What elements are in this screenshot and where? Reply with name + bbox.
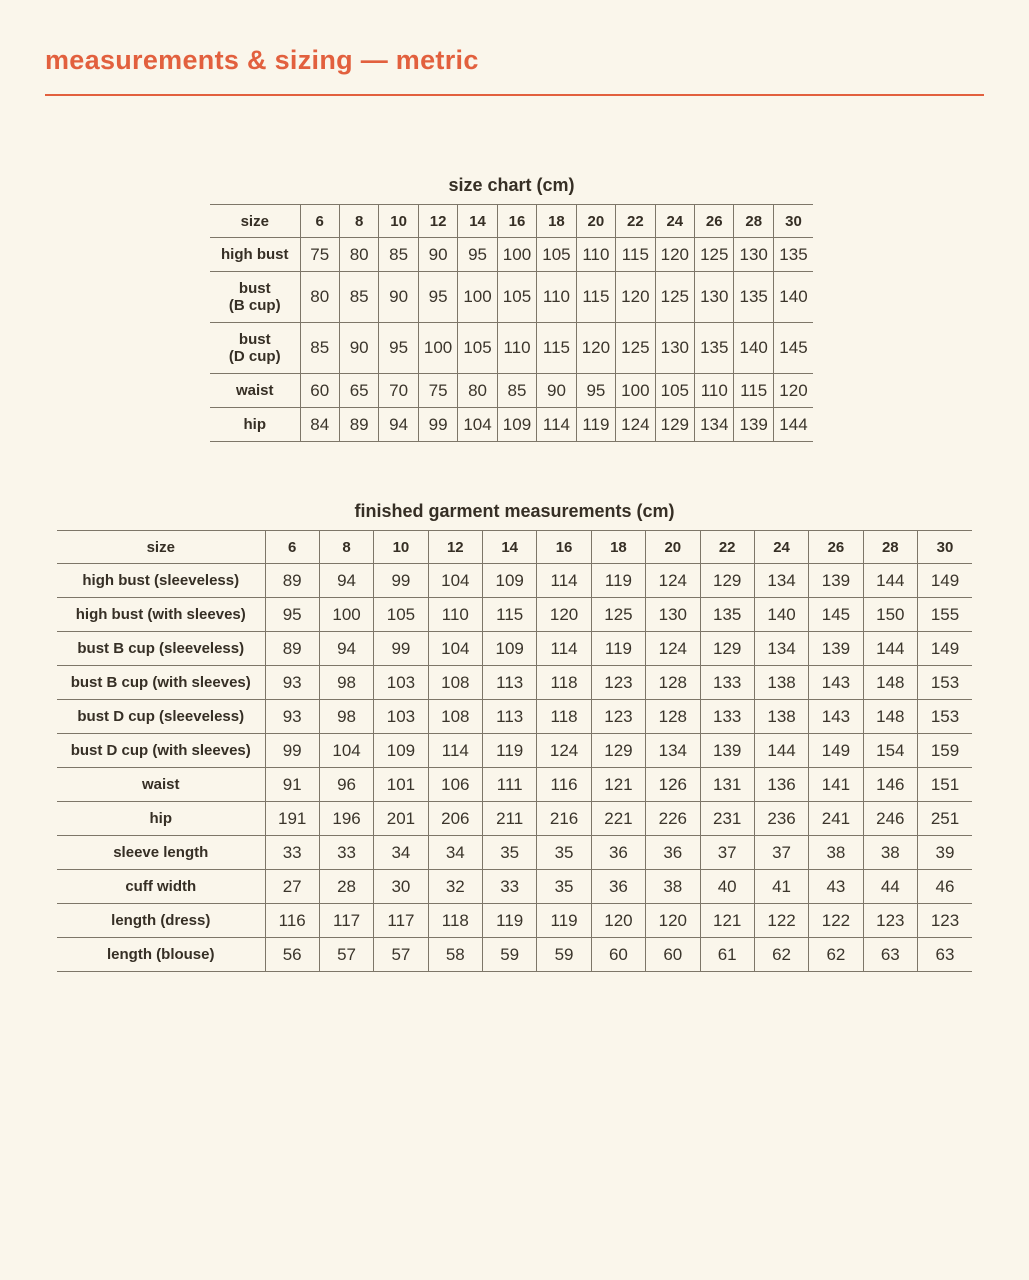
- measurement-cell: 119: [576, 408, 615, 442]
- size-column-header: 20: [646, 531, 700, 564]
- measurement-cell: 124: [646, 564, 700, 598]
- size-column-header: 16: [497, 205, 536, 238]
- measurement-cell: 28: [319, 870, 373, 904]
- measurement-cell: 140: [773, 272, 813, 323]
- measurement-cell: 125: [695, 238, 734, 272]
- measurement-cell: 39: [918, 836, 973, 870]
- row-label: bust B cup (sleeveless): [57, 632, 265, 666]
- measurement-cell: 75: [418, 374, 457, 408]
- measurement-cell: 89: [265, 632, 319, 666]
- measurement-cell: 104: [319, 734, 373, 768]
- measurement-cell: 33: [319, 836, 373, 870]
- size-column-header: 22: [700, 531, 754, 564]
- measurement-cell: 32: [428, 870, 482, 904]
- measurement-cell: 120: [773, 374, 813, 408]
- finished-garment-table: [57, 530, 972, 972]
- measurement-cell: 110: [537, 272, 576, 323]
- measurement-cell: 119: [591, 564, 645, 598]
- measurement-cell: 115: [576, 272, 615, 323]
- measurement-cell: 70: [379, 374, 418, 408]
- size-column-header: 24: [754, 531, 808, 564]
- measurement-cell: 34: [428, 836, 482, 870]
- measurement-cell: 121: [591, 768, 645, 802]
- measurement-cell: 85: [497, 374, 536, 408]
- measurement-cell: 196: [319, 802, 373, 836]
- measurement-cell: 216: [537, 802, 591, 836]
- measurement-cell: 155: [918, 598, 973, 632]
- measurement-cell: 104: [458, 408, 497, 442]
- measurement-cell: 139: [809, 632, 863, 666]
- measurement-cell: 226: [646, 802, 700, 836]
- row-label: high bust (with sleeves): [57, 598, 265, 632]
- measurement-cell: 109: [497, 408, 536, 442]
- measurement-cell: 138: [754, 666, 808, 700]
- measurement-cell: 38: [809, 836, 863, 870]
- size-chart-title: size chart (cm): [448, 175, 575, 195]
- measurement-cell: 35: [483, 836, 537, 870]
- measurement-cell: 95: [576, 374, 615, 408]
- measurement-cell: 101: [374, 768, 428, 802]
- measurement-cell: 113: [483, 700, 537, 734]
- measurement-cell: 57: [374, 938, 428, 972]
- measurement-cell: 30: [374, 870, 428, 904]
- measurement-cell: 231: [700, 802, 754, 836]
- measurement-row: [57, 768, 972, 802]
- size-column-header: 14: [483, 531, 537, 564]
- measurement-row: [57, 598, 972, 632]
- measurement-cell: 154: [863, 734, 917, 768]
- size-column-header: 30: [918, 531, 973, 564]
- measurement-cell: 95: [265, 598, 319, 632]
- measurement-cell: 27: [265, 870, 319, 904]
- measurement-cell: 133: [700, 700, 754, 734]
- size-column-header: 28: [734, 205, 773, 238]
- size-column-header: 12: [418, 205, 457, 238]
- measurement-cell: 125: [591, 598, 645, 632]
- measurement-cell: 119: [483, 734, 537, 768]
- measurement-cell: 120: [591, 904, 645, 938]
- measurement-cell: 139: [809, 564, 863, 598]
- measurement-cell: 115: [483, 598, 537, 632]
- measurement-cell: 60: [300, 374, 339, 408]
- measurement-cell: 65: [339, 374, 378, 408]
- measurement-cell: 131: [700, 768, 754, 802]
- measurement-cell: 96: [319, 768, 373, 802]
- size-corner-label: size: [210, 205, 300, 238]
- measurement-cell: 139: [700, 734, 754, 768]
- measurement-cell: 99: [374, 564, 428, 598]
- measurement-cell: 89: [339, 408, 378, 442]
- measurement-cell: 191: [265, 802, 319, 836]
- measurement-cell: 100: [616, 374, 655, 408]
- measurement-cell: 106: [428, 768, 482, 802]
- measurement-cell: 36: [646, 836, 700, 870]
- measurement-cell: 40: [700, 870, 754, 904]
- measurement-cell: 135: [700, 598, 754, 632]
- measurement-cell: 100: [458, 272, 497, 323]
- measurement-cell: 36: [591, 870, 645, 904]
- measurement-cell: 105: [458, 323, 497, 374]
- measurement-cell: 115: [616, 238, 655, 272]
- measurement-row: [210, 238, 813, 272]
- measurement-cell: 145: [773, 323, 813, 374]
- measurement-cell: 153: [918, 700, 973, 734]
- measurement-cell: 125: [655, 272, 694, 323]
- measurement-cell: 37: [754, 836, 808, 870]
- header-row: [210, 205, 813, 238]
- row-label: sleeve length: [57, 836, 265, 870]
- measurement-cell: 135: [734, 272, 773, 323]
- measurement-cell: 110: [497, 323, 536, 374]
- measurement-cell: 93: [265, 700, 319, 734]
- measurement-cell: 109: [483, 632, 537, 666]
- measurement-row: [57, 904, 972, 938]
- measurement-cell: 57: [319, 938, 373, 972]
- measurement-row: [57, 938, 972, 972]
- measurement-cell: 128: [646, 666, 700, 700]
- measurement-cell: 59: [537, 938, 591, 972]
- measurement-cell: 35: [537, 836, 591, 870]
- measurement-cell: 151: [918, 768, 973, 802]
- size-column-header: 10: [379, 205, 418, 238]
- measurement-cell: 113: [483, 666, 537, 700]
- measurement-cell: 139: [734, 408, 773, 442]
- measurement-cell: 134: [754, 632, 808, 666]
- measurement-cell: 103: [374, 666, 428, 700]
- measurement-cell: 56: [265, 938, 319, 972]
- size-column-header: 28: [863, 531, 917, 564]
- row-label: bust D cup (sleeveless): [57, 700, 265, 734]
- measurement-cell: 75: [300, 238, 339, 272]
- measurement-cell: 84: [300, 408, 339, 442]
- measurement-cell: 108: [428, 700, 482, 734]
- measurement-cell: 116: [537, 768, 591, 802]
- size-column-header: 6: [300, 205, 339, 238]
- measurement-cell: 241: [809, 802, 863, 836]
- measurement-cell: 99: [265, 734, 319, 768]
- measurement-cell: 251: [918, 802, 973, 836]
- measurement-cell: 134: [754, 564, 808, 598]
- measurement-cell: 148: [863, 666, 917, 700]
- measurement-cell: 144: [773, 408, 813, 442]
- measurement-cell: 60: [646, 938, 700, 972]
- measurement-cell: 100: [418, 323, 457, 374]
- measurement-cell: 140: [754, 598, 808, 632]
- title-divider: [45, 94, 984, 96]
- measurement-cell: 94: [379, 408, 418, 442]
- measurement-row: [57, 666, 972, 700]
- row-label: hip: [210, 408, 300, 442]
- measurement-cell: 123: [863, 904, 917, 938]
- measurement-cell: 144: [754, 734, 808, 768]
- measurement-cell: 118: [428, 904, 482, 938]
- measurement-cell: 80: [339, 238, 378, 272]
- measurement-cell: 120: [655, 238, 694, 272]
- measurement-cell: 85: [339, 272, 378, 323]
- measurement-cell: 115: [734, 374, 773, 408]
- size-column-header: 18: [537, 205, 576, 238]
- measurement-cell: 95: [379, 323, 418, 374]
- measurement-cell: 114: [537, 408, 576, 442]
- measurement-cell: 246: [863, 802, 917, 836]
- measurement-cell: 211: [483, 802, 537, 836]
- size-column-header: 26: [695, 205, 734, 238]
- measurement-cell: 91: [265, 768, 319, 802]
- measurement-cell: 95: [418, 272, 457, 323]
- measurement-cell: 118: [537, 666, 591, 700]
- measurement-cell: 58: [428, 938, 482, 972]
- measurement-cell: 201: [374, 802, 428, 836]
- measurement-cell: 148: [863, 700, 917, 734]
- measurement-cell: 141: [809, 768, 863, 802]
- measurement-cell: 149: [918, 564, 973, 598]
- measurement-row: [57, 632, 972, 666]
- size-column-header: 22: [616, 205, 655, 238]
- measurement-cell: 143: [809, 666, 863, 700]
- measurement-cell: 120: [616, 272, 655, 323]
- measurement-cell: 33: [265, 836, 319, 870]
- measurement-cell: 128: [646, 700, 700, 734]
- row-label: waist: [57, 768, 265, 802]
- measurement-row: [57, 836, 972, 870]
- row-label: cuff width: [57, 870, 265, 904]
- measurement-cell: 119: [537, 904, 591, 938]
- size-column-header: 12: [428, 531, 482, 564]
- measurement-cell: 61: [700, 938, 754, 972]
- measurement-cell: 117: [374, 904, 428, 938]
- measurement-cell: 122: [754, 904, 808, 938]
- measurement-cell: 135: [695, 323, 734, 374]
- row-label: bust (B cup): [210, 272, 300, 323]
- measurement-cell: 63: [918, 938, 973, 972]
- measurement-cell: 119: [483, 904, 537, 938]
- measurement-cell: 43: [809, 870, 863, 904]
- measurement-cell: 36: [591, 836, 645, 870]
- size-column-header: 14: [458, 205, 497, 238]
- measurement-cell: 130: [734, 238, 773, 272]
- measurement-row: [57, 700, 972, 734]
- measurement-cell: 37: [700, 836, 754, 870]
- measurement-cell: 126: [646, 768, 700, 802]
- size-column-header: 20: [576, 205, 615, 238]
- row-label: length (dress): [57, 904, 265, 938]
- measurement-cell: 149: [918, 632, 973, 666]
- measurement-cell: 110: [428, 598, 482, 632]
- measurement-cell: 103: [374, 700, 428, 734]
- measurement-cell: 110: [576, 238, 615, 272]
- measurement-cell: 34: [374, 836, 428, 870]
- row-label: bust D cup (with sleeves): [57, 734, 265, 768]
- finished-garment-section: [57, 502, 972, 972]
- measurement-row: [210, 374, 813, 408]
- measurement-cell: 90: [339, 323, 378, 374]
- measurement-cell: 105: [497, 272, 536, 323]
- measurement-cell: 124: [616, 408, 655, 442]
- measurement-row: [57, 870, 972, 904]
- measurement-cell: 89: [265, 564, 319, 598]
- measurement-cell: 90: [379, 272, 418, 323]
- measurement-cell: 143: [809, 700, 863, 734]
- measurement-cell: 110: [695, 374, 734, 408]
- measurement-cell: 146: [863, 768, 917, 802]
- measurement-row: [57, 802, 972, 836]
- measurement-cell: 109: [483, 564, 537, 598]
- measurement-cell: 62: [754, 938, 808, 972]
- size-column-header: 30: [773, 205, 813, 238]
- measurement-cell: 129: [655, 408, 694, 442]
- measurement-cell: 134: [646, 734, 700, 768]
- measurement-cell: 115: [537, 323, 576, 374]
- measurement-cell: 145: [809, 598, 863, 632]
- row-label: hip: [57, 802, 265, 836]
- measurement-cell: 144: [863, 564, 917, 598]
- measurement-cell: 105: [655, 374, 694, 408]
- measurement-row: [57, 734, 972, 768]
- measurement-cell: 99: [374, 632, 428, 666]
- finished-garment-title: finished garment measurements (cm): [354, 501, 675, 521]
- measurement-cell: 41: [754, 870, 808, 904]
- measurement-cell: 94: [319, 564, 373, 598]
- measurement-cell: 123: [591, 700, 645, 734]
- measurement-cell: 38: [863, 836, 917, 870]
- row-label: bust B cup (with sleeves): [57, 666, 265, 700]
- measurement-cell: 121: [700, 904, 754, 938]
- measurement-cell: 134: [695, 408, 734, 442]
- measurement-cell: 159: [918, 734, 973, 768]
- measurement-cell: 138: [754, 700, 808, 734]
- measurement-cell: 144: [863, 632, 917, 666]
- page-title: measurements & sizing — metric: [45, 45, 479, 75]
- measurement-cell: 108: [428, 666, 482, 700]
- measurement-cell: 206: [428, 802, 482, 836]
- row-label: high bust (sleeveless): [57, 564, 265, 598]
- measurement-row: [210, 408, 813, 442]
- measurement-cell: 104: [428, 632, 482, 666]
- measurement-cell: 98: [319, 700, 373, 734]
- measurement-cell: 130: [695, 272, 734, 323]
- measurement-cell: 33: [483, 870, 537, 904]
- measurement-cell: 98: [319, 666, 373, 700]
- size-column-header: 16: [537, 531, 591, 564]
- measurement-cell: 114: [537, 564, 591, 598]
- measurement-cell: 153: [918, 666, 973, 700]
- measurement-cell: 116: [265, 904, 319, 938]
- size-column-header: 8: [319, 531, 373, 564]
- measurement-cell: 80: [300, 272, 339, 323]
- measurement-cell: 114: [537, 632, 591, 666]
- measurement-cell: 122: [809, 904, 863, 938]
- measurement-cell: 46: [918, 870, 973, 904]
- measurement-cell: 114: [428, 734, 482, 768]
- measurement-cell: 105: [374, 598, 428, 632]
- measurement-cell: 100: [497, 238, 536, 272]
- measurement-cell: 124: [537, 734, 591, 768]
- measurement-cell: 149: [809, 734, 863, 768]
- measurement-cell: 123: [918, 904, 973, 938]
- measurement-cell: 130: [655, 323, 694, 374]
- measurement-cell: 59: [483, 938, 537, 972]
- size-chart-table: [210, 204, 813, 442]
- measurement-row: [57, 564, 972, 598]
- measurement-cell: 117: [319, 904, 373, 938]
- row-label: waist: [210, 374, 300, 408]
- measurement-cell: 80: [458, 374, 497, 408]
- measurement-cell: 90: [537, 374, 576, 408]
- size-column-header: 10: [374, 531, 428, 564]
- measurement-cell: 105: [537, 238, 576, 272]
- measurement-cell: 221: [591, 802, 645, 836]
- measurement-cell: 140: [734, 323, 773, 374]
- measurement-cell: 129: [700, 564, 754, 598]
- size-corner-label: size: [57, 531, 265, 564]
- measurement-cell: 93: [265, 666, 319, 700]
- measurement-cell: 120: [576, 323, 615, 374]
- measurement-cell: 94: [319, 632, 373, 666]
- measurement-cell: 130: [646, 598, 700, 632]
- measurement-row: [210, 272, 813, 323]
- measurement-cell: 100: [319, 598, 373, 632]
- measurement-cell: 124: [646, 632, 700, 666]
- measurement-cell: 85: [300, 323, 339, 374]
- size-column-header: 26: [809, 531, 863, 564]
- measurement-cell: 150: [863, 598, 917, 632]
- header-row: [57, 531, 972, 564]
- measurement-cell: 136: [754, 768, 808, 802]
- measurement-cell: 63: [863, 938, 917, 972]
- measurement-cell: 35: [537, 870, 591, 904]
- size-column-header: 18: [591, 531, 645, 564]
- measurement-cell: 38: [646, 870, 700, 904]
- measurement-cell: 109: [374, 734, 428, 768]
- size-column-header: 6: [265, 531, 319, 564]
- size-chart-section: [210, 176, 813, 442]
- measurement-cell: 129: [700, 632, 754, 666]
- measurement-cell: 236: [754, 802, 808, 836]
- measurement-cell: 95: [458, 238, 497, 272]
- measurement-cell: 99: [418, 408, 457, 442]
- measurement-cell: 119: [591, 632, 645, 666]
- measurement-cell: 111: [483, 768, 537, 802]
- measurement-cell: 120: [537, 598, 591, 632]
- measurement-cell: 135: [773, 238, 813, 272]
- row-label: length (blouse): [57, 938, 265, 972]
- size-column-header: 8: [339, 205, 378, 238]
- row-label: bust (D cup): [210, 323, 300, 374]
- measurement-cell: 120: [646, 904, 700, 938]
- row-label: high bust: [210, 238, 300, 272]
- measurement-cell: 62: [809, 938, 863, 972]
- measurement-cell: 60: [591, 938, 645, 972]
- measurement-cell: 44: [863, 870, 917, 904]
- measurement-cell: 125: [616, 323, 655, 374]
- measurement-cell: 104: [428, 564, 482, 598]
- measurement-cell: 133: [700, 666, 754, 700]
- measurement-row: [210, 323, 813, 374]
- measurement-cell: 85: [379, 238, 418, 272]
- measurement-cell: 123: [591, 666, 645, 700]
- measurement-cell: 118: [537, 700, 591, 734]
- size-column-header: 24: [655, 205, 694, 238]
- measurement-cell: 129: [591, 734, 645, 768]
- measurement-cell: 90: [418, 238, 457, 272]
